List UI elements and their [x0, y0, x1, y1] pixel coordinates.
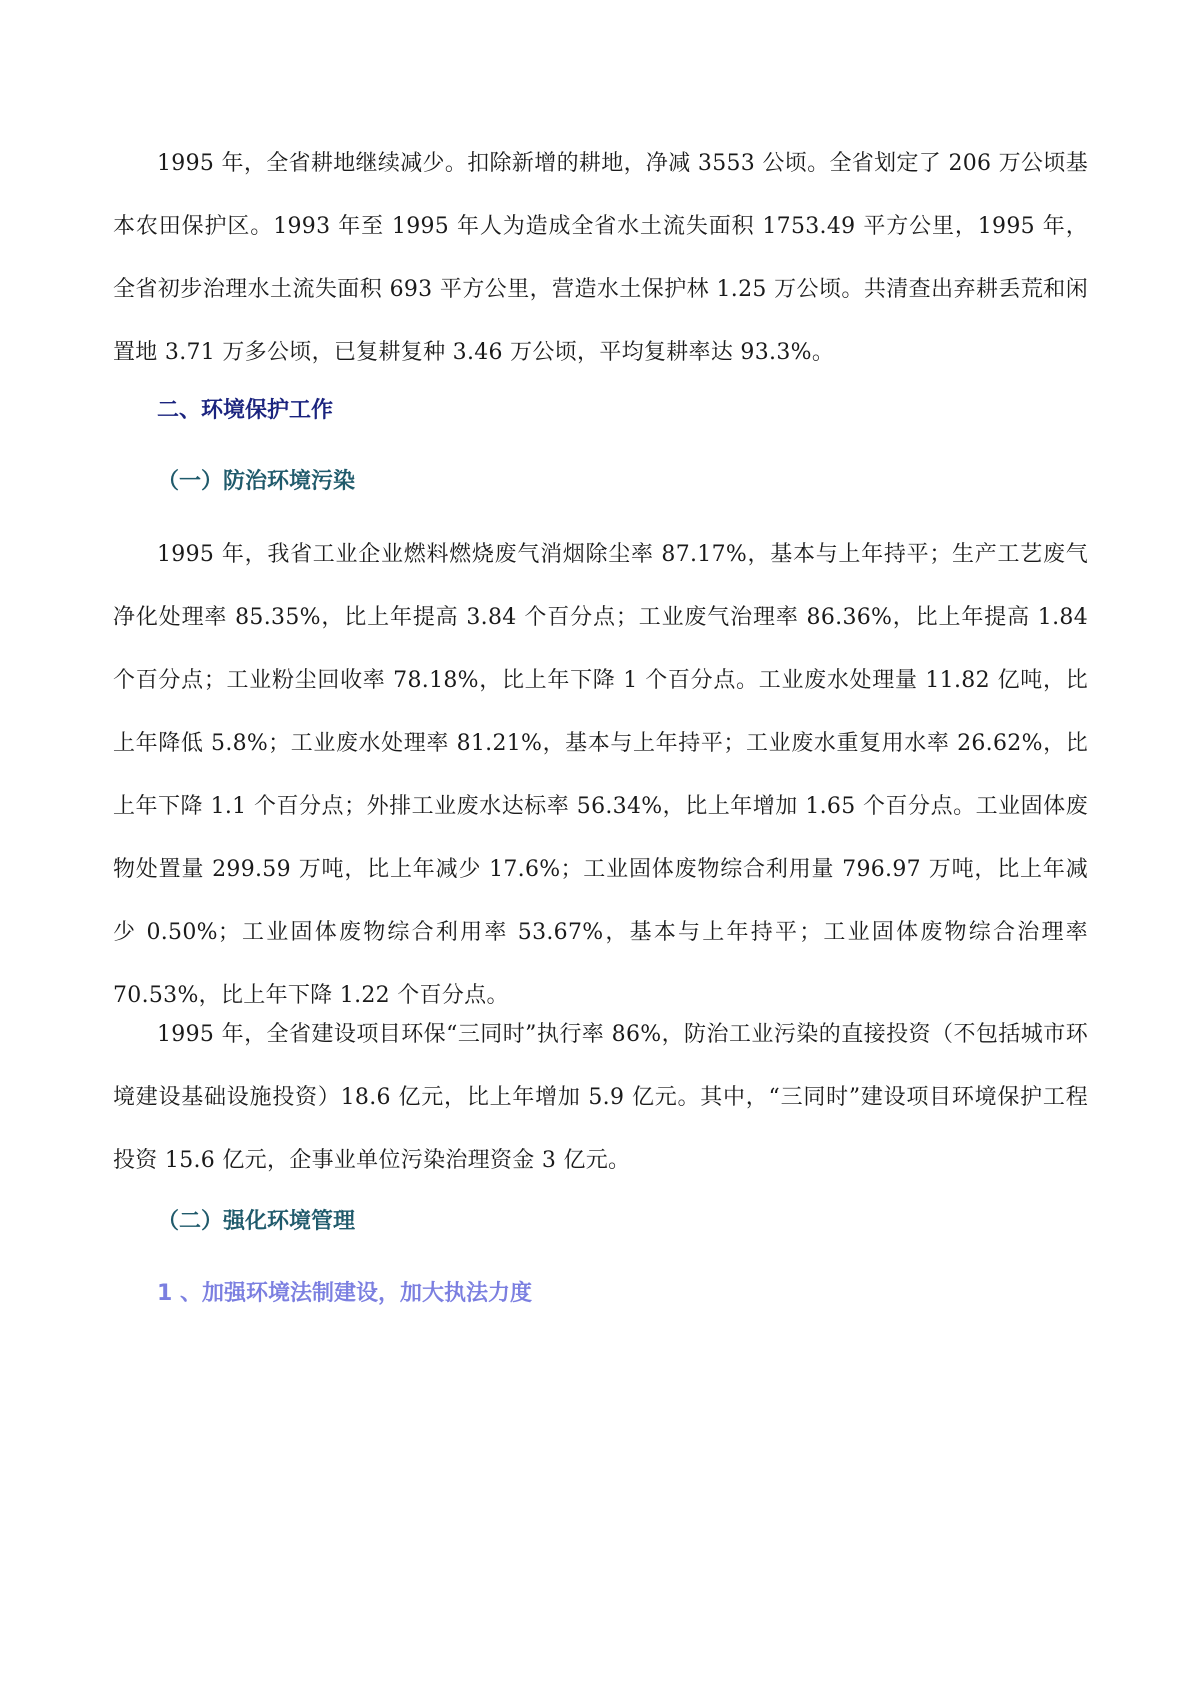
paragraph-industrial-pollution: 1995 年，我省工业企业燃料燃烧废气消烟除尘率 87.17%，基本与上年持平；生产工艺废气净化处理率 85.35%，比上年提高 3.84 个百分点；工业废气治理率 86.36%，比上年提高 1.84 个百分点；工业粉尘回收率 78.18%，比上年下降 1 个百分点。工业废水处理量 11.82 亿吨，比上年降低 5.8%；工业废水处理率 81.21%，基本与上年持平；工业废水重复用水率 26.62%，比上年下降 1.1 个百分点；外排工业废水达标率 56.34%，比上年增加 1.65 个百分点。工业固体废物处置量 299.59 万吨，比上年减少 17.6%；工业固体废物综合利用量 796.97 万吨，比上年减少 0.50%；工业固体废物综合利用率 53.67%，基本与上年持平；工业固体废物综合治理率 70.53%，比上年下降 1.22 个百分点。 [113, 542, 1088, 1008]
subsection-heading-pollution-control: （一）防治环境污染 [157, 469, 356, 494]
section-heading-environmental-protection: 二、环境保护工作 [157, 398, 334, 423]
paragraph-farmland: 1995 年，全省耕地继续减少。扣除新增的耕地，净减 3553 公顷。全省划定了 206 万公顷基本农田保护区。1993 年至 1995 年人为造成全省水土流失面积 1753.49 平方公里，1995 年，全省初步治理水土流失面积 693 平方公里，营造水土保护林 1.25 万公顷。共清查出弃耕丢荒和闲置地 3.71 万多公顷，已复耕复种 3.46 万公顷，平均复耕率达 93.3%。 [113, 151, 1088, 365]
paragraph-investment: 1995 年，全省建设项目环保“三同时”执行率 86%，防治工业污染的直接投资（不包括城市环境建设基础设施投资）18.6 亿元，比上年增加 5.9 亿元。其中，“三同时”建设项目环境保护工程投资 15.6 亿元，企事业单位污染治理资金 3 亿元。 [113, 1022, 1088, 1173]
subsection-heading-environmental-management: （二）强化环境管理 [157, 1209, 356, 1234]
item-heading-legal-construction: 1 、加强环境法制建设，加大执法力度 [157, 1281, 532, 1306]
